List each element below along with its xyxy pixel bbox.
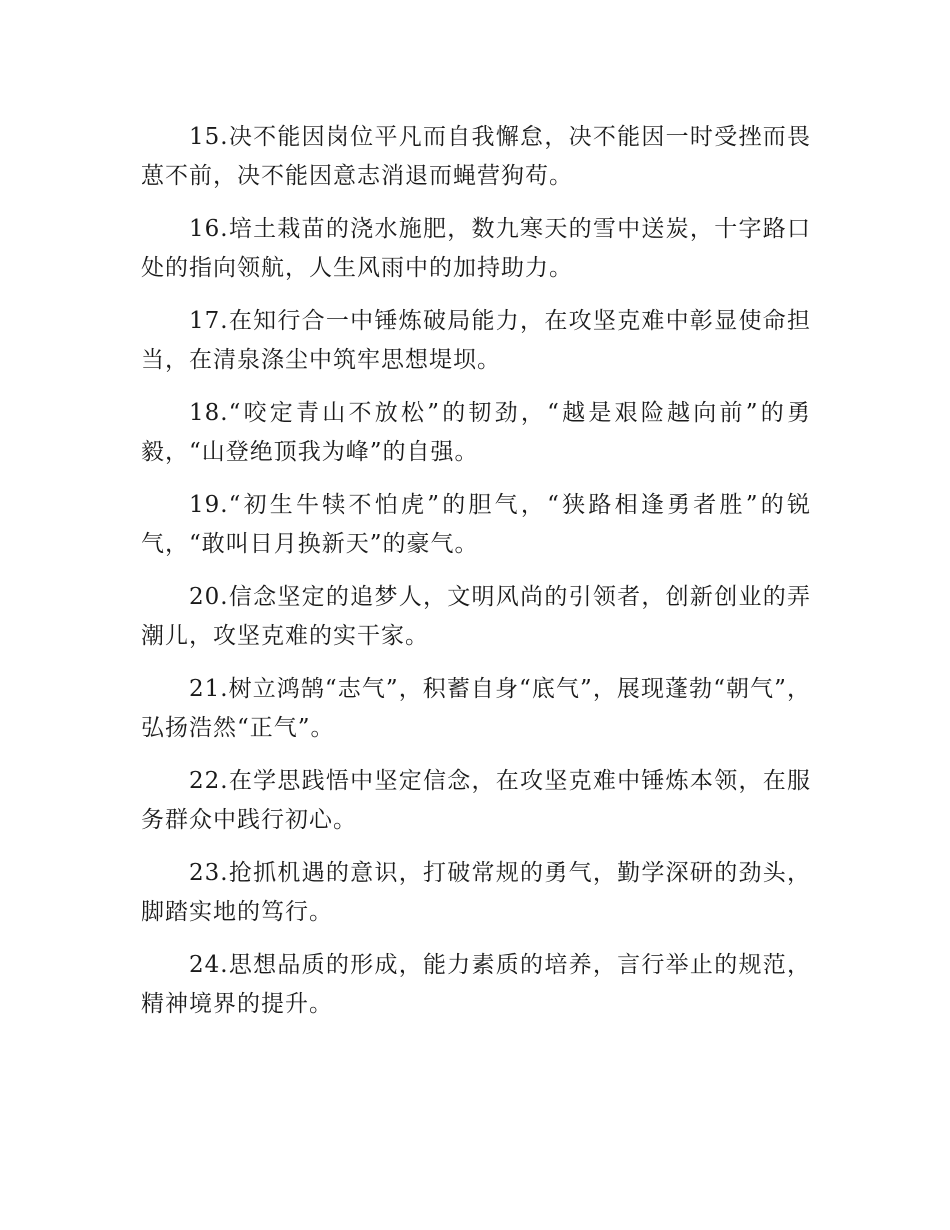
document-body (141, 118, 811, 1038)
paragraph-19: 19.“初生牛犊不怕虎”的胆气，“狭路相逢勇者胜”的锐气，“敢叫日月换新天”的豪气。 (141, 492, 811, 557)
paragraph-18: 18.“咬定青山不放松”的韧劲，“越是艰险越向前”的勇毅，“山登绝顶我为峰”的自强。 (141, 400, 811, 465)
paragraph-20: 20.信念坚定的追梦人，文明风尚的引领者，创新创业的弄潮儿，攻坚克难的实干家。 (141, 584, 811, 649)
paragraph-15: 15.决不能因岗位平凡而自我懈怠，决不能因一时受挫而畏葸不前，决不能因意志消退而蝇营狗苟。 (141, 124, 811, 189)
paragraph-23: 23.抢抓机遇的意识，打破常规的勇气，勤学深研的劲头，脚踏实地的笃行。 (141, 860, 811, 925)
paragraph-17: 17.在知行合一中锤炼破局能力，在攻坚克难中彰显使命担当，在清泉涤尘中筑牢思想堤坝。 (141, 308, 811, 373)
paragraph-21: 21.树立鸿鹄“志气”，积蓄自身“底气”，展现蓬勃“朝气”，弘扬浩然“正气”。 (141, 676, 811, 741)
paragraph-24: 24.思想品质的形成，能力素质的培养，言行举止的规范，精神境界的提升。 (141, 952, 811, 1017)
paragraph-16: 16.培土栽苗的浇水施肥，数九寒天的雪中送炭，十字路口处的指向领航，人生风雨中的加持助力。 (141, 216, 811, 281)
paragraph-22: 22.在学思践悟中坚定信念，在攻坚克难中锤炼本领，在服务群众中践行初心。 (141, 768, 811, 833)
